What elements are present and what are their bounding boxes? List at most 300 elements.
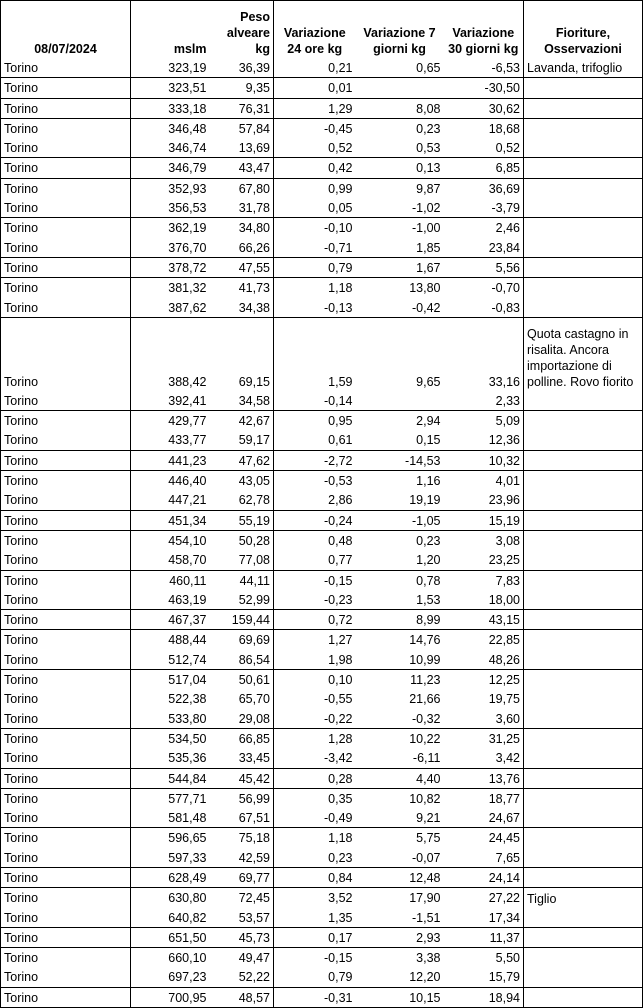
cell-peso[interactable]: 34,80 — [210, 218, 274, 238]
cell-location[interactable]: Torino — [1, 510, 131, 530]
cell-observations[interactable] — [524, 550, 643, 570]
cell-var7[interactable]: 2,94 — [356, 411, 444, 431]
cell-var30[interactable]: 36,69 — [444, 178, 524, 198]
cell-peso[interactable]: 36,39 — [210, 58, 274, 78]
cell-peso[interactable]: 43,47 — [210, 158, 274, 178]
cell-var30[interactable]: 17,34 — [444, 908, 524, 928]
cell-var24[interactable]: 0,77 — [328, 553, 353, 568]
cell-observations[interactable] — [524, 987, 643, 1007]
cell-observations[interactable] — [524, 490, 643, 510]
cell-var7[interactable]: 10,15 — [356, 987, 444, 1007]
cell-var24[interactable]: 0,17 — [274, 927, 356, 947]
header-var30[interactable]: Variazione 30 giorni kg — [444, 1, 524, 59]
cell-peso[interactable]: 31,78 — [210, 198, 274, 218]
cell-mslm[interactable]: 352,93 — [131, 178, 210, 198]
cell-var7[interactable]: 10,99 — [409, 652, 441, 667]
cell-var30[interactable]: 23,96 — [444, 490, 524, 510]
cell-var24[interactable]: -0,49 — [324, 811, 353, 826]
cell-var7[interactable]: 0,53 — [416, 141, 441, 156]
cell-var7[interactable]: -0,32 — [412, 711, 441, 726]
cell-var30[interactable]: -3,79 — [444, 198, 524, 218]
cell-var7[interactable]: 2,93 — [356, 927, 444, 947]
cell-var24[interactable]: 3,52 — [274, 888, 356, 908]
cell-var30[interactable]: 2,46 — [444, 218, 524, 238]
cell-location[interactable]: Torino — [1, 888, 131, 908]
cell-var7[interactable]: 0,15 — [416, 433, 441, 448]
cell-var30[interactable]: 12,36 — [444, 430, 524, 450]
cell-mslm[interactable]: 597,33 — [168, 850, 207, 865]
cell-var7[interactable]: 1,67 — [356, 257, 444, 277]
cell-var24[interactable]: 0,79 — [274, 257, 356, 277]
cell-mslm[interactable]: 323,19 — [168, 61, 207, 75]
cell-var24[interactable]: 0,95 — [274, 411, 356, 431]
cell-mslm[interactable]: 346,74 — [168, 141, 207, 156]
cell-mslm[interactable]: 628,49 — [131, 867, 210, 887]
cell-var30[interactable]: 48,26 — [444, 650, 524, 670]
cell-observations[interactable] — [524, 610, 643, 630]
cell-observations[interactable]: Tiglio — [524, 888, 643, 908]
cell-location[interactable]: Torino — [1, 788, 131, 808]
cell-mslm[interactable]: 429,77 — [131, 411, 210, 431]
cell-var24[interactable]: -0,55 — [324, 692, 353, 707]
cell-peso[interactable]: 47,55 — [210, 257, 274, 277]
cell-peso[interactable]: 53,57 — [210, 908, 274, 928]
cell-location[interactable]: Torino — [1, 967, 131, 987]
cell-peso[interactable]: 42,59 — [210, 848, 274, 868]
cell-var30[interactable]: 15,19 — [444, 510, 524, 530]
cell-var24[interactable]: 1,27 — [274, 630, 356, 650]
cell-var30[interactable]: 7,83 — [444, 570, 524, 590]
cell-var24[interactable]: 0,84 — [274, 867, 356, 887]
cell-var7[interactable]: -6,11 — [412, 751, 441, 766]
cell-mslm[interactable]: 454,10 — [131, 530, 210, 550]
cell-location[interactable]: Torino — [1, 411, 131, 431]
cell-observations[interactable] — [524, 709, 643, 729]
cell-var24[interactable]: 0,52 — [328, 141, 353, 156]
cell-var7[interactable]: 10,82 — [356, 788, 444, 808]
cell-location[interactable]: Torino — [1, 748, 131, 768]
cell-peso[interactable]: 43,05 — [210, 471, 274, 491]
header-mslm[interactable]: mslm — [131, 1, 210, 59]
cell-location[interactable]: Torino — [1, 948, 131, 968]
cell-observations[interactable] — [524, 98, 643, 118]
cell-observations[interactable] — [524, 728, 643, 748]
cell-location[interactable]: Torino — [1, 768, 131, 788]
cell-observations[interactable] — [524, 828, 643, 848]
cell-observations[interactable] — [524, 78, 643, 98]
cell-mslm[interactable]: 522,38 — [168, 692, 207, 707]
cell-var30[interactable]: 18,77 — [444, 788, 524, 808]
cell-var7[interactable]: 1,53 — [416, 592, 441, 607]
cell-mslm[interactable]: 517,04 — [131, 670, 210, 690]
cell-var30[interactable]: 24,67 — [444, 808, 524, 828]
cell-peso[interactable]: 72,45 — [210, 888, 274, 908]
cell-var7[interactable]: 17,90 — [356, 888, 444, 908]
cell-peso[interactable]: 50,28 — [210, 530, 274, 550]
cell-var7[interactable]: 0,65 — [416, 61, 441, 75]
cell-observations[interactable] — [524, 808, 643, 828]
cell-observations[interactable] — [524, 867, 643, 887]
cell-mslm[interactable]: 460,11 — [131, 570, 210, 590]
cell-peso[interactable]: 86,54 — [210, 650, 274, 670]
cell-var24[interactable]: 0,99 — [274, 178, 356, 198]
cell-observations[interactable] — [524, 768, 643, 788]
cell-var7[interactable]: 11,23 — [356, 670, 444, 690]
cell-mslm[interactable]: 376,70 — [168, 240, 207, 255]
cell-var7[interactable]: -14,53 — [356, 450, 444, 470]
cell-location[interactable]: Torino — [1, 550, 131, 570]
cell-observations[interactable] — [524, 570, 643, 590]
cell-location[interactable]: Torino — [1, 317, 131, 391]
cell-observations[interactable] — [524, 908, 643, 928]
cell-var24[interactable]: 1,59 — [274, 317, 356, 391]
cell-location[interactable]: Torino — [1, 298, 131, 318]
cell-var24[interactable]: -0,24 — [274, 510, 356, 530]
cell-peso[interactable]: 67,51 — [210, 808, 274, 828]
cell-var24[interactable]: -3,42 — [324, 751, 353, 766]
cell-var30[interactable]: 5,56 — [444, 257, 524, 277]
cell-var30[interactable]: 23,25 — [444, 550, 524, 570]
cell-observations[interactable] — [524, 450, 643, 470]
cell-var30[interactable]: 18,94 — [444, 987, 524, 1007]
cell-var24[interactable]: -0,10 — [274, 218, 356, 238]
cell-var30[interactable]: 15,79 — [444, 967, 524, 987]
cell-var7[interactable]: 8,99 — [356, 610, 444, 630]
cell-mslm[interactable]: 388,42 — [131, 317, 210, 391]
cell-var24[interactable]: -0,53 — [274, 471, 356, 491]
cell-var24[interactable]: -2,72 — [274, 450, 356, 470]
cell-var24[interactable]: 0,05 — [328, 201, 353, 216]
cell-mslm[interactable]: 346,48 — [131, 118, 210, 138]
cell-mslm[interactable]: 356,53 — [168, 201, 207, 216]
cell-var24[interactable]: 0,21 — [328, 61, 353, 75]
cell-var24[interactable]: 0,23 — [328, 850, 353, 865]
cell-location[interactable]: Torino — [1, 828, 131, 848]
cell-observations[interactable] — [524, 948, 643, 968]
cell-observations[interactable] — [524, 278, 643, 298]
cell-location[interactable]: Torino — [1, 848, 131, 868]
cell-var24[interactable]: 0,42 — [274, 158, 356, 178]
cell-peso[interactable]: 75,18 — [210, 828, 274, 848]
cell-var30[interactable]: 4,01 — [444, 471, 524, 491]
cell-mslm[interactable]: 697,23 — [168, 970, 207, 985]
cell-location[interactable]: Torino — [1, 808, 131, 828]
cell-var7[interactable]: 8,08 — [356, 98, 444, 118]
cell-mslm[interactable]: 581,48 — [168, 811, 207, 826]
cell-mslm[interactable]: 381,32 — [131, 278, 210, 298]
cell-var7[interactable]: 0,23 — [356, 530, 444, 550]
cell-peso[interactable]: 45,42 — [210, 768, 274, 788]
header-date[interactable]: 08/07/2024 — [1, 1, 131, 59]
cell-observations[interactable] — [524, 138, 643, 158]
cell-peso[interactable]: 52,99 — [210, 590, 274, 610]
cell-var7[interactable] — [356, 391, 444, 411]
cell-peso[interactable]: 59,17 — [210, 430, 274, 450]
cell-var24[interactable]: 1,35 — [328, 910, 353, 925]
cell-var30[interactable]: 24,45 — [444, 828, 524, 848]
cell-mslm[interactable]: 362,19 — [131, 218, 210, 238]
cell-var7[interactable] — [356, 78, 444, 98]
cell-location[interactable]: Torino — [1, 987, 131, 1007]
cell-var30[interactable]: 27,22 — [444, 888, 524, 908]
cell-observations[interactable] — [524, 411, 643, 431]
cell-observations[interactable] — [524, 510, 643, 530]
cell-var30[interactable]: -0,83 — [444, 298, 524, 318]
cell-var24[interactable]: 0,10 — [274, 670, 356, 690]
cell-location[interactable]: Torino — [1, 530, 131, 550]
cell-location[interactable]: Torino — [1, 450, 131, 470]
cell-location[interactable]: Torino — [1, 238, 131, 258]
cell-var7[interactable]: 21,66 — [409, 692, 441, 707]
cell-observations[interactable] — [524, 298, 643, 318]
cell-var30[interactable]: 5,09 — [444, 411, 524, 431]
cell-var30[interactable]: 10,32 — [444, 450, 524, 470]
cell-location[interactable]: Torino — [1, 178, 131, 198]
cell-location[interactable]: Torino — [1, 709, 131, 729]
cell-var7[interactable]: 9,87 — [356, 178, 444, 198]
cell-peso[interactable]: 49,47 — [210, 948, 274, 968]
cell-peso[interactable]: 65,70 — [210, 689, 274, 708]
cell-peso[interactable]: 33,45 — [210, 748, 274, 768]
cell-location[interactable]: Torino — [1, 610, 131, 630]
cell-var7[interactable]: 12,48 — [356, 867, 444, 887]
cell-peso[interactable]: 9,35 — [210, 78, 274, 98]
cell-location[interactable]: Torino — [1, 570, 131, 590]
cell-mslm[interactable]: 544,84 — [131, 768, 210, 788]
cell-mslm[interactable]: 596,65 — [131, 828, 210, 848]
cell-var30[interactable]: 18,68 — [444, 118, 524, 138]
cell-mslm[interactable]: 535,36 — [168, 751, 207, 766]
cell-observations[interactable] — [524, 158, 643, 178]
cell-location[interactable]: Torino — [1, 138, 131, 158]
cell-peso[interactable]: 52,22 — [210, 967, 274, 987]
cell-var7[interactable]: 19,19 — [409, 493, 441, 508]
cell-location[interactable]: Torino — [1, 867, 131, 887]
cell-observations[interactable] — [524, 257, 643, 277]
cell-location[interactable]: Torino — [1, 927, 131, 947]
cell-var30[interactable]: 23,84 — [444, 238, 524, 258]
cell-location[interactable]: Torino — [1, 670, 131, 690]
cell-location[interactable]: Torino — [1, 728, 131, 748]
cell-var24[interactable]: -0,31 — [274, 987, 356, 1007]
cell-peso[interactable]: 13,69 — [210, 138, 274, 158]
cell-peso[interactable]: 67,80 — [210, 178, 274, 198]
cell-var7[interactable]: -1,05 — [356, 510, 444, 530]
cell-observations[interactable] — [524, 178, 643, 198]
cell-var30[interactable]: 33,16 — [444, 317, 524, 391]
cell-mslm[interactable]: 392,41 — [168, 393, 207, 408]
cell-var24[interactable]: 0,79 — [328, 970, 353, 985]
cell-location[interactable]: Torino — [1, 158, 131, 178]
cell-var24[interactable]: -0,45 — [274, 118, 356, 138]
cell-mslm[interactable]: 534,50 — [131, 728, 210, 748]
cell-observations[interactable] — [524, 471, 643, 491]
cell-var30[interactable]: 30,62 — [444, 98, 524, 118]
cell-mslm[interactable]: 577,71 — [131, 788, 210, 808]
cell-mslm[interactable]: 333,18 — [131, 98, 210, 118]
cell-var7[interactable]: 0,13 — [356, 158, 444, 178]
cell-var7[interactable]: 14,76 — [356, 630, 444, 650]
cell-var24[interactable]: 1,28 — [274, 728, 356, 748]
cell-var7[interactable]: 0,23 — [356, 118, 444, 138]
cell-peso[interactable]: 48,57 — [210, 987, 274, 1007]
cell-observations[interactable] — [524, 630, 643, 650]
cell-location[interactable]: Torino — [1, 58, 131, 78]
cell-mslm[interactable]: 512,74 — [168, 652, 207, 667]
cell-var24[interactable]: -0,22 — [324, 711, 353, 726]
cell-location[interactable]: Torino — [1, 471, 131, 491]
cell-peso[interactable]: 45,73 — [210, 927, 274, 947]
cell-mslm[interactable]: 387,62 — [168, 300, 207, 315]
cell-var30[interactable]: -0,70 — [444, 278, 524, 298]
cell-var24[interactable]: 1,18 — [274, 278, 356, 298]
cell-var30[interactable]: 6,85 — [444, 158, 524, 178]
cell-mslm[interactable]: 378,72 — [131, 257, 210, 277]
cell-mslm[interactable]: 533,80 — [168, 711, 207, 726]
cell-var7[interactable]: -1,02 — [412, 201, 441, 216]
cell-mslm[interactable]: 447,21 — [168, 493, 207, 508]
cell-var7[interactable]: 5,75 — [356, 828, 444, 848]
cell-var24[interactable]: 2,86 — [328, 493, 353, 508]
cell-var30[interactable]: 12,25 — [444, 670, 524, 690]
cell-peso[interactable]: 69,69 — [210, 630, 274, 650]
cell-observations[interactable]: Quota castagno in risalita. Ancora importazione di polline. Rovo fiorito — [524, 317, 643, 391]
cell-observations[interactable] — [524, 788, 643, 808]
cell-peso[interactable]: 29,08 — [210, 709, 274, 729]
cell-mslm[interactable]: 488,44 — [131, 630, 210, 650]
cell-observations[interactable] — [524, 238, 643, 258]
cell-mslm[interactable]: 467,37 — [131, 610, 210, 630]
cell-observations[interactable] — [524, 198, 643, 218]
cell-var30[interactable]: 19,75 — [444, 689, 524, 708]
cell-var24[interactable]: -0,13 — [324, 300, 353, 315]
cell-mslm[interactable]: 433,77 — [168, 433, 207, 448]
cell-var30[interactable]: 5,50 — [444, 948, 524, 968]
cell-peso[interactable]: 69,77 — [210, 867, 274, 887]
cell-var30[interactable]: 24,14 — [444, 867, 524, 887]
cell-location[interactable]: Torino — [1, 118, 131, 138]
cell-var30[interactable]: 3,08 — [444, 530, 524, 550]
cell-location[interactable]: Torino — [1, 78, 131, 98]
cell-var30[interactable]: 2,33 — [444, 391, 524, 411]
header-var7[interactable]: Variazione 7 giorni kg — [356, 1, 444, 59]
cell-peso[interactable]: 66,85 — [210, 728, 274, 748]
cell-var24[interactable]: 0,72 — [274, 610, 356, 630]
cell-peso[interactable]: 57,84 — [210, 118, 274, 138]
cell-observations[interactable]: Lavanda, trifoglio — [524, 58, 643, 78]
cell-var30[interactable]: 13,76 — [444, 768, 524, 788]
cell-location[interactable]: Torino — [1, 908, 131, 928]
cell-var24[interactable]: 1,18 — [274, 828, 356, 848]
cell-var30[interactable]: 22,85 — [444, 630, 524, 650]
cell-var24[interactable]: -0,15 — [274, 570, 356, 590]
cell-observations[interactable] — [524, 689, 643, 708]
cell-location[interactable]: Torino — [1, 490, 131, 510]
cell-var30[interactable]: -30,50 — [444, 78, 524, 98]
cell-var7[interactable]: 1,20 — [416, 553, 441, 568]
cell-var24[interactable]: 0,48 — [274, 530, 356, 550]
cell-peso[interactable]: 62,78 — [210, 490, 274, 510]
cell-var30[interactable]: 0,52 — [444, 138, 524, 158]
cell-var30[interactable]: 3,60 — [444, 709, 524, 729]
cell-mslm[interactable]: 630,80 — [131, 888, 210, 908]
cell-observations[interactable] — [524, 650, 643, 670]
cell-peso[interactable]: 34,38 — [210, 298, 274, 318]
cell-peso[interactable]: 159,44 — [210, 610, 274, 630]
cell-observations[interactable] — [524, 218, 643, 238]
cell-var30[interactable]: 11,37 — [444, 927, 524, 947]
cell-var30[interactable]: -6,53 — [444, 58, 524, 78]
cell-var7[interactable]: 9,65 — [356, 317, 444, 391]
cell-observations[interactable] — [524, 530, 643, 550]
cell-observations[interactable] — [524, 670, 643, 690]
cell-var7[interactable]: 9,21 — [416, 811, 441, 826]
cell-var7[interactable]: 4,40 — [356, 768, 444, 788]
cell-location[interactable]: Torino — [1, 590, 131, 610]
cell-peso[interactable]: 42,67 — [210, 411, 274, 431]
cell-peso[interactable]: 76,31 — [210, 98, 274, 118]
cell-mslm[interactable]: 451,34 — [131, 510, 210, 530]
cell-peso[interactable]: 50,61 — [210, 670, 274, 690]
cell-observations[interactable] — [524, 430, 643, 450]
cell-var24[interactable]: -0,23 — [324, 592, 353, 607]
cell-var24[interactable]: 0,61 — [328, 433, 353, 448]
cell-var24[interactable]: -0,71 — [324, 240, 353, 255]
cell-location[interactable]: Torino — [1, 650, 131, 670]
cell-var24[interactable]: 0,28 — [274, 768, 356, 788]
cell-mslm[interactable]: 640,82 — [168, 910, 207, 925]
cell-location[interactable]: Torino — [1, 630, 131, 650]
cell-mslm[interactable]: 446,40 — [131, 471, 210, 491]
cell-var7[interactable]: -0,07 — [412, 850, 441, 865]
cell-var30[interactable]: 18,00 — [444, 590, 524, 610]
header-peso[interactable]: Peso alveare kg — [210, 1, 274, 59]
cell-peso[interactable]: 34,58 — [210, 391, 274, 411]
cell-location[interactable]: Torino — [1, 430, 131, 450]
cell-peso[interactable]: 77,08 — [210, 550, 274, 570]
cell-var7[interactable]: -0,42 — [412, 300, 441, 315]
cell-observations[interactable] — [524, 590, 643, 610]
cell-var7[interactable]: -1,51 — [412, 910, 441, 925]
cell-var7[interactable]: 10,22 — [356, 728, 444, 748]
cell-var24[interactable]: -0,14 — [324, 393, 353, 408]
cell-var24[interactable]: 0,01 — [274, 78, 356, 98]
cell-location[interactable]: Torino — [1, 257, 131, 277]
cell-location[interactable]: Torino — [1, 218, 131, 238]
cell-peso[interactable]: 44,11 — [210, 570, 274, 590]
cell-mslm[interactable]: 323,51 — [131, 78, 210, 98]
cell-mslm[interactable]: 458,70 — [168, 553, 207, 568]
cell-var24[interactable]: 1,29 — [274, 98, 356, 118]
cell-var24[interactable]: -0,15 — [274, 948, 356, 968]
cell-peso[interactable]: 66,26 — [210, 238, 274, 258]
cell-mslm[interactable]: 660,10 — [131, 948, 210, 968]
cell-peso[interactable]: 41,73 — [210, 278, 274, 298]
cell-mslm[interactable]: 700,95 — [131, 987, 210, 1007]
cell-mslm[interactable]: 441,23 — [131, 450, 210, 470]
cell-mslm[interactable]: 651,50 — [131, 927, 210, 947]
cell-location[interactable]: Torino — [1, 689, 131, 708]
cell-mslm[interactable]: 463,19 — [168, 592, 207, 607]
cell-observations[interactable] — [524, 118, 643, 138]
cell-location[interactable]: Torino — [1, 278, 131, 298]
cell-var7[interactable]: 12,20 — [409, 970, 441, 985]
cell-peso[interactable]: 69,15 — [210, 317, 274, 391]
cell-var24[interactable]: 0,35 — [274, 788, 356, 808]
header-var24[interactable]: Variazione 24 ore kg — [274, 1, 356, 59]
cell-var30[interactable]: 3,42 — [444, 748, 524, 768]
cell-observations[interactable] — [524, 391, 643, 411]
